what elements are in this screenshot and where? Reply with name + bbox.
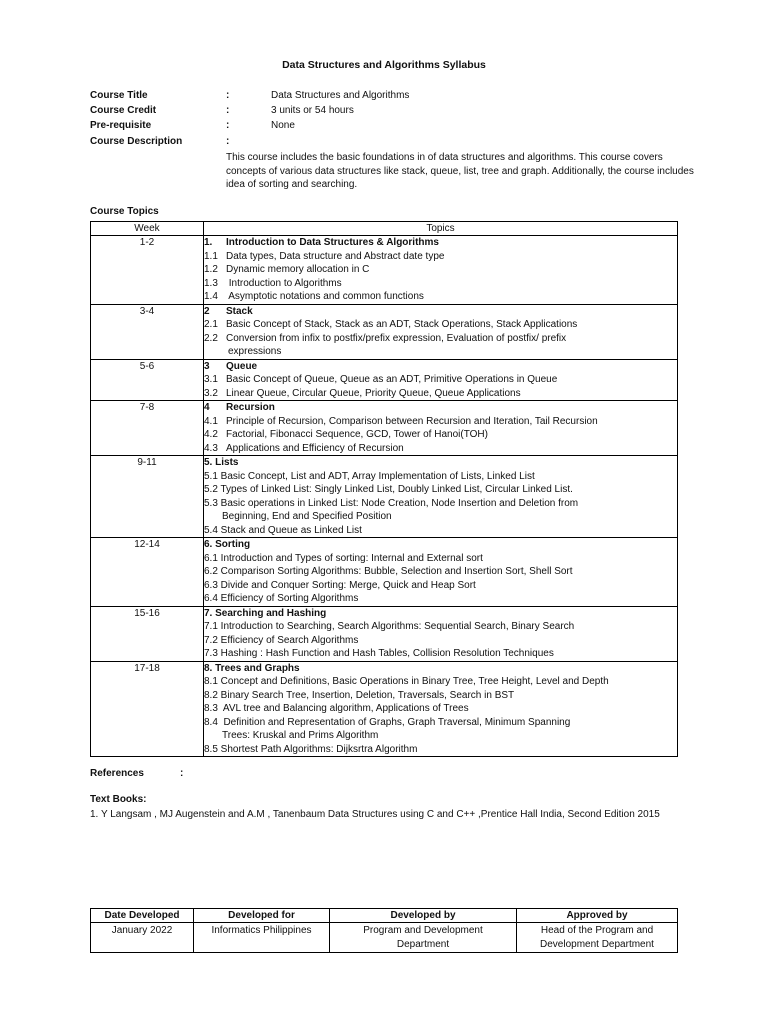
topic-text: 5. Lists: [204, 457, 239, 468]
topics-cell: [204, 304, 678, 359]
topics-row: [91, 661, 678, 757]
topic-line: [204, 318, 677, 332]
topic-text: Conversion from infix to postfix/prefix expression, Evaluation of postfix/ prefix: [226, 332, 567, 344]
week-cell: 17-18: [91, 661, 204, 757]
topic-line: [204, 620, 677, 634]
topic-line: [204, 592, 677, 606]
topic-line: [204, 634, 677, 648]
topics-row: [91, 236, 678, 305]
developed-by-header: Developed by: [330, 909, 517, 923]
topic-text: 8.3 AVL tree and Balancing algorithm, Applications of Trees: [204, 703, 469, 714]
topic-line: [204, 497, 677, 511]
topic-number: 1.4: [204, 291, 218, 302]
topic-number: 3.1: [204, 374, 218, 385]
topic-line: [204, 305, 677, 319]
topic-line: [204, 524, 677, 538]
references-text: References: [90, 768, 144, 779]
topic-text: 8.1 Concept and Definitions, Basic Operations in Binary Tree, Tree Height, Level and Depth: [204, 676, 609, 687]
topic-line: [204, 647, 677, 661]
topic-number: 1.2: [204, 264, 218, 275]
topic-number: 3.2: [204, 387, 218, 399]
topic-text: 6.1 Introduction and Types of sorting: Internal and External sort: [204, 552, 483, 564]
topic-line: [204, 579, 677, 593]
approval-table: [90, 908, 678, 953]
topics-row: [91, 606, 678, 661]
topics-cell: [204, 606, 678, 661]
approved-by-header: Approved by: [517, 909, 678, 923]
topic-line: [204, 483, 677, 497]
approval-header-row: [91, 909, 678, 923]
topic-text: 6.3 Divide and Conquer Sorting: Merge, Quick and Heap Sort: [204, 579, 476, 591]
topics-cell: [204, 456, 678, 538]
topic-text: Basic Concept of Stack, Stack as an ADT, Stack Operations, Stack Applications: [226, 319, 578, 330]
topic-number: 4.3: [204, 442, 218, 454]
topic-number: 1.1: [204, 250, 218, 262]
topic-line: [204, 387, 677, 401]
course-description-text: This course includes the basic foundations in of data structures and algorithms. This course covers concepts of various data structures like stack, queue, list, tree and graph. Additionally, the course includes idea of sorting and searching.: [226, 152, 694, 190]
info-label: Course Description: [90, 136, 183, 147]
topic-line: [204, 510, 677, 524]
topic-text: 7.2 Efficiency of Search Algorithms: [204, 634, 359, 646]
topic-text: 6.2 Comparison Sorting Algorithms: Bubble, Selection and Insertion Sort, Shell Sort: [204, 566, 573, 577]
topics-row: [91, 401, 678, 456]
topics-header-row: [91, 222, 678, 236]
topic-text: Recursion: [226, 402, 275, 413]
topic-text: Dynamic memory allocation in C: [226, 264, 370, 275]
topic-line: [204, 743, 677, 757]
textbooks-label: Text Books:: [90, 794, 147, 805]
document-title: Data Structures and Algorithms Syllabus: [282, 59, 486, 71]
topic-number: 2.2: [204, 332, 218, 344]
topic-number: 4.1: [204, 415, 218, 427]
references-label: [90, 768, 184, 779]
topics-cell: [204, 538, 678, 607]
topic-text: 8.5 Shortest Path Algorithms: Dijksrtra Algorithm: [204, 743, 418, 755]
references-colon: :: [180, 768, 184, 779]
info-value: Data Structures and Algorithms: [271, 90, 410, 101]
topics-cell: [204, 401, 678, 456]
course-topics-label: Course Topics: [90, 206, 159, 217]
info-colon: :: [226, 136, 230, 147]
week-cell: 5-6: [91, 359, 204, 401]
week-cell: 1-2: [91, 236, 204, 305]
topic-text: expressions: [228, 346, 282, 357]
week-cell: 12-14: [91, 538, 204, 607]
topic-text: Factorial, Fibonacci Sequence, GCD, Tower of Hanoi(TOH): [226, 429, 488, 440]
topic-text: 7.1 Introduction to Searching, Search Algorithms: Sequential Search, Binary Search: [204, 621, 575, 632]
topic-text: 7.3 Hashing : Hash Function and Hash Tables, Collision Resolution Techniques: [204, 648, 554, 659]
topic-text: Introduction to Data Structures & Algorithms: [226, 237, 439, 248]
textbook-item: 1. Y Langsam , MJ Augenstein and A.M , Tanenbaum Data Structures using C and C++ ,Prentice Hall India, Second Edition 2015: [90, 809, 660, 820]
topic-text: Asymptotic notations and common functions: [226, 291, 424, 302]
topic-line: [204, 290, 677, 304]
developed-by-value: Program and Development Department: [330, 923, 517, 953]
topic-line: [204, 428, 677, 442]
topic-line: [204, 470, 677, 484]
topic-text: Basic Concept of Queue, Queue as an ADT, Primitive Operations in Queue: [226, 374, 558, 385]
week-cell: 3-4: [91, 304, 204, 359]
date-developed-value: January 2022: [91, 923, 194, 953]
topic-text: Linear Queue, Circular Queue, Priority Queue, Queue Applications: [226, 387, 521, 399]
topic-number: 4: [204, 402, 210, 413]
topic-text: 7. Searching and Hashing: [204, 607, 327, 619]
date-developed-header: Date Developed: [91, 909, 194, 923]
topics-cell: [204, 236, 678, 305]
topic-text: 5.1 Basic Concept, List and ADT, Array Implementation of Lists, Linked List: [204, 470, 535, 482]
topic-text: 5.3 Basic operations in Linked List: Node Creation, Node Insertion and Deletion from: [204, 497, 579, 509]
topic-text: Trees: Kruskal and Prims Algorithm: [222, 730, 379, 741]
topic-text: 6.4 Efficiency of Sorting Algorithms: [204, 593, 359, 604]
topic-line: [204, 607, 677, 621]
topic-line: [204, 360, 677, 374]
topic-line: [204, 263, 677, 277]
topic-line: [204, 538, 677, 552]
topic-line: [204, 277, 677, 291]
developed-for-header: Developed for: [194, 909, 330, 923]
topic-line: [204, 401, 677, 415]
topic-line: [204, 236, 677, 250]
topic-text: Principle of Recursion, Comparison between Recursion and Iteration, Tail Recursion: [226, 415, 598, 427]
topic-line: [204, 345, 677, 359]
topic-line: [204, 729, 677, 743]
topic-text: 5.4 Stack and Queue as Linked List: [204, 524, 362, 536]
topic-text: Stack: [226, 305, 253, 317]
info-label: Pre-requisite: [90, 120, 152, 131]
topic-number: 2.1: [204, 319, 218, 330]
topic-line: [204, 716, 677, 730]
topic-text: 8.4 Definition and Representation of Graphs, Graph Traversal, Minimum Spanning: [204, 716, 571, 728]
developed-for-value: Informatics Philippines: [194, 923, 330, 953]
info-label: Course Credit: [90, 105, 157, 116]
topic-text: 6. Sorting: [204, 539, 251, 550]
topic-text: Applications and Efficiency of Recursion: [226, 442, 404, 454]
topic-line: [204, 442, 677, 456]
topic-line: [204, 662, 677, 676]
topic-number: 1.3: [204, 277, 218, 289]
topics-row: [91, 538, 678, 607]
topic-line: [204, 456, 677, 470]
topic-line: [204, 415, 677, 429]
approval-value-row: [91, 923, 678, 953]
topic-number: 4.2: [204, 429, 218, 440]
topics-row: [91, 359, 678, 401]
topic-line: [204, 689, 677, 703]
topic-number: 3: [204, 360, 210, 372]
topic-line: [204, 250, 677, 264]
topics-row: [91, 456, 678, 538]
approved-by-value: Head of the Program and Development Department: [517, 923, 678, 953]
info-value: 3 units or 54 hours: [271, 105, 354, 116]
topics-body: [91, 236, 678, 757]
topic-line: [204, 373, 677, 387]
week-header: Week: [91, 222, 204, 236]
topic-line: [204, 552, 677, 566]
topic-text: 8.2 Binary Search Tree, Insertion, Deletion, Traversals, Search in BST: [204, 689, 515, 701]
topic-number: 1.: [204, 237, 213, 248]
topic-text: 8. Trees and Graphs: [204, 662, 300, 674]
week-cell: 7-8: [91, 401, 204, 456]
topics-cell: [204, 661, 678, 757]
topic-line: [204, 332, 677, 346]
week-cell: 9-11: [91, 456, 204, 538]
topics-cell: [204, 359, 678, 401]
week-cell: 15-16: [91, 606, 204, 661]
topic-line: [204, 702, 677, 716]
topic-text: 5.2 Types of Linked List: Singly Linked List, Doubly Linked List, Circular Linked List.: [204, 484, 573, 495]
topic-number: 2: [204, 305, 210, 317]
topic-text: Data types, Data structure and Abstract date type: [226, 250, 445, 262]
info-value: None: [271, 120, 295, 131]
topic-line: [204, 565, 677, 579]
info-colon: :: [226, 120, 230, 131]
topics-row: [91, 304, 678, 359]
topic-text: Queue: [226, 360, 258, 372]
topic-text: Introduction to Algorithms: [226, 277, 342, 289]
info-label: Course Title: [90, 90, 148, 101]
info-colon: :: [226, 105, 230, 116]
topic-text: Beginning, End and Specified Position: [222, 511, 392, 522]
info-colon: :: [226, 90, 230, 101]
topics-header: Topics: [204, 222, 678, 236]
topic-line: [204, 675, 677, 689]
course-topics-table: [90, 221, 678, 757]
